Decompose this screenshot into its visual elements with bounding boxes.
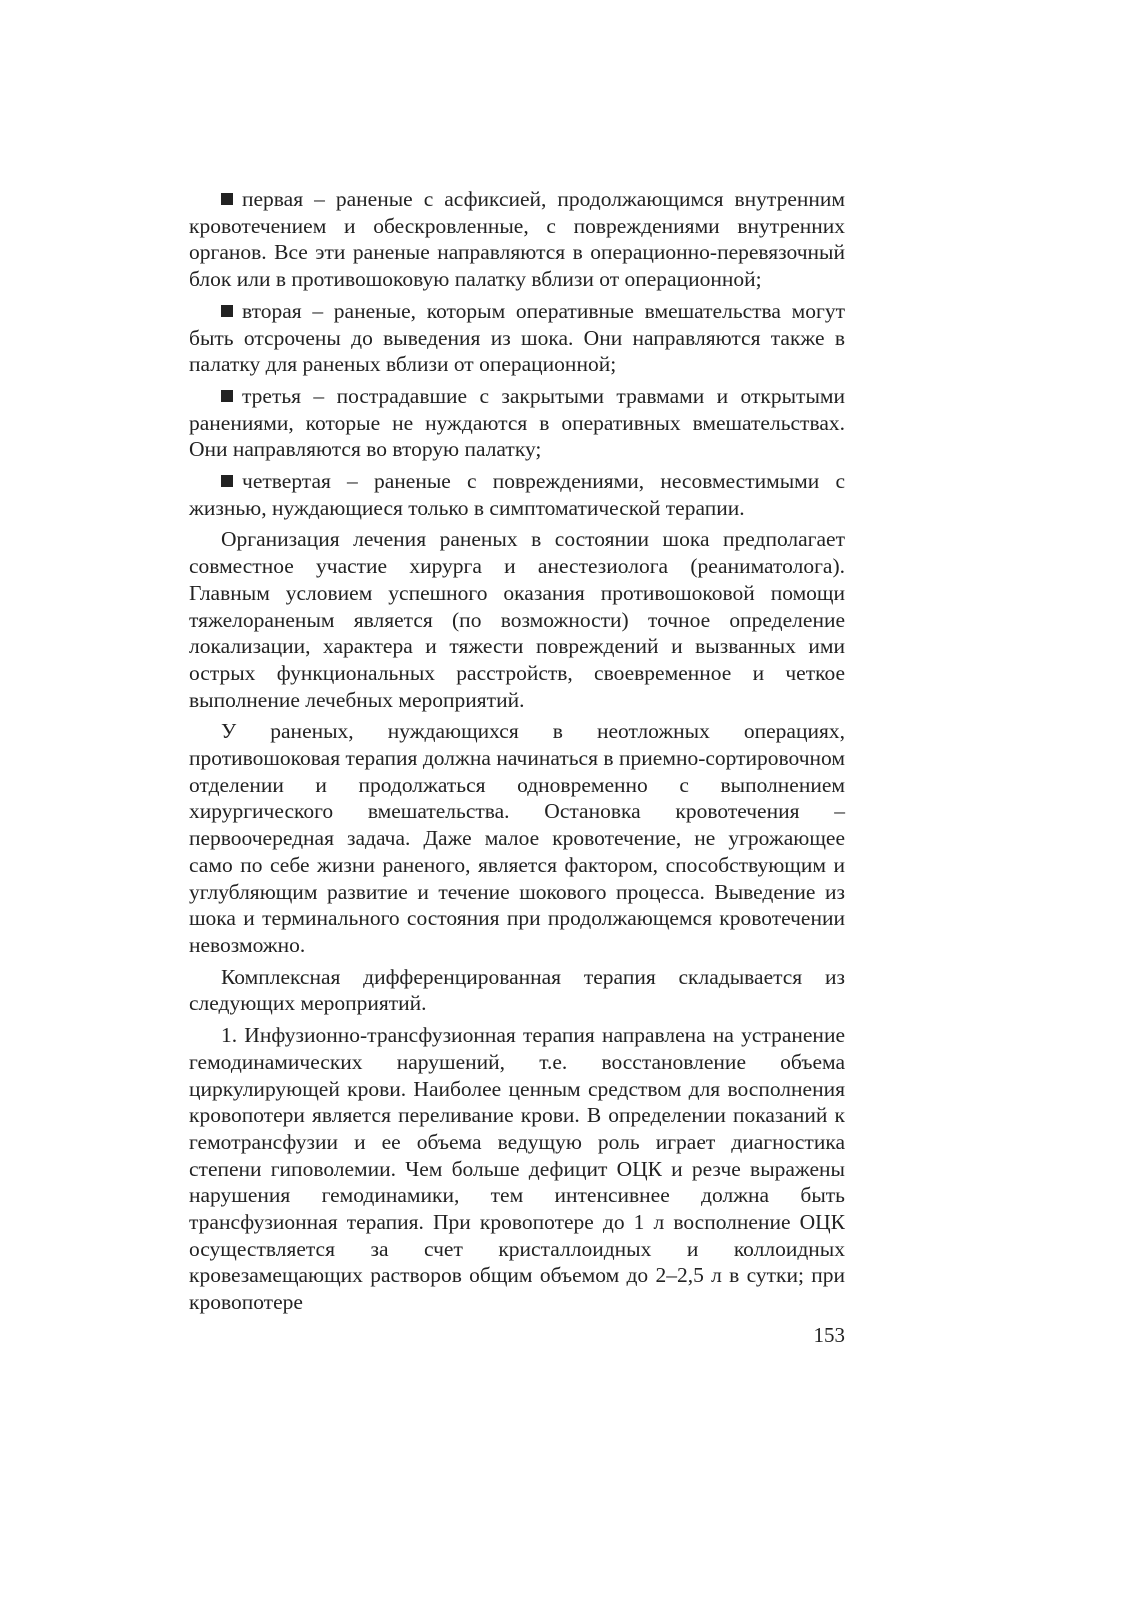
black-square-icon bbox=[221, 475, 233, 487]
paragraph: У раненых, нуждающихся в неотложных операциях, противошоковая терапия должна начинаться в приемно-сортировочном отделении и продолжаться одновременно с выполнением хирургического вмешательства. Остановка кровотечения – первоочередная задача. Даже малое кровотечение, не угрожающее само по себе жизни раненого, является фактором, способствующим и углубляющим развитие и течение шокового процесса. Выведение из шока и терминального состояния при продолжающемся кровотечении невозможно. bbox=[189, 719, 845, 957]
list-item bbox=[189, 383, 845, 463]
bullet-text: четвертая – раненые с повреждениями, несовместимыми с жизнью, нуждающиеся только в симптоматической терапии. bbox=[189, 469, 845, 520]
paragraph: Организация лечения раненых в состоянии шока предполагает совместное участие хирурга и анестезиолога (реаниматолога). Главным условием успешного оказания противошоковой помощи тяжелораненым является (по возможности) точное определение локализации, характера и тяжести повреждений и вызванных ими острых функциональных расстройств, своевременное и четкое выполнение лечебных мероприятий. bbox=[189, 527, 845, 712]
black-square-icon bbox=[221, 305, 233, 317]
paragraph: 1. Инфузионно-трансфузионная терапия направлена на устранение гемодинамических нарушений, т.е. восстановление объема циркулирующей крови. Наиболее ценным средством для восполнения кровопотери является переливание крови. В определении показаний к гемотрансфузии и ее объема ведущую роль играет диагностика степени гиповолемии. Чем больше дефицит ОЦК и резче выражены нарушения гемодинамики, тем интенсивнее должна быть трансфузионная терапия. При кровопотере до 1 л восполнение ОЦК осуществляется за счет кристаллоидных и коллоидных кровезамещающих растворов общим объемом до 2–2,5 л в сутки; при кровопотере bbox=[189, 1023, 845, 1315]
black-square-icon bbox=[221, 390, 233, 402]
list-item bbox=[189, 186, 845, 293]
bullet-text: вторая – раненые, которым оперативные вмешательства могут быть отсрочены до выведения из шока. Они направляются также в палатку для раненых вблизи от операционной; bbox=[189, 298, 845, 377]
bullet-text: третья – пострадавшие с закрытыми травмами и открытыми ранениями, которые не нуждаются в оперативных вмешательствах. Они направляются во вторую палатку; bbox=[189, 383, 845, 462]
paragraph: Комплексная дифференцированная терапия складывается из следующих мероприятий. bbox=[189, 964, 845, 1016]
body-text bbox=[189, 186, 845, 1316]
list-item bbox=[189, 298, 845, 378]
bullet-text: первая – раненые с асфиксией, продолжающимся внутренним кровотечением и обескровленные, с повреждениями внутренних органов. Все эти раненые направляются в операционно-перевязочный блок или в противошоковую палатку вблизи от операционной; bbox=[189, 187, 845, 292]
page-number: 153 bbox=[813, 1323, 845, 1347]
black-square-icon bbox=[221, 193, 233, 205]
list-item bbox=[189, 468, 845, 521]
